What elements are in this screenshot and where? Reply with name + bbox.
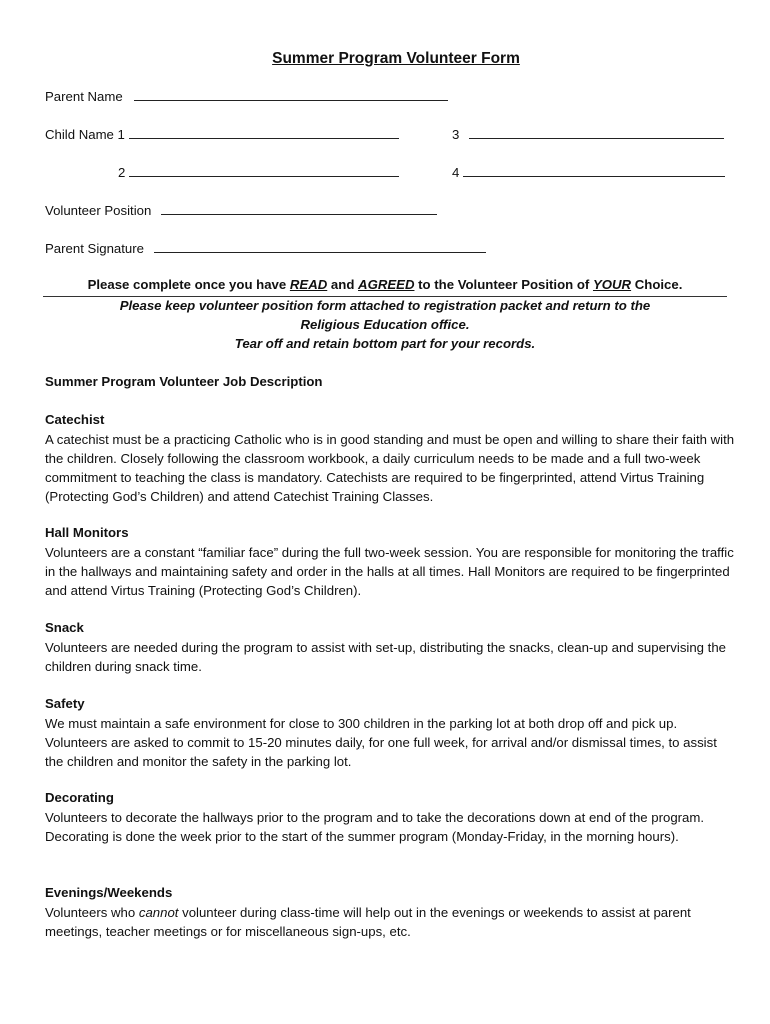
instruction-line-3: Religious Education office. <box>300 317 470 332</box>
divider <box>43 296 727 297</box>
parent-signature-label: Parent Signature <box>45 241 144 256</box>
child-name-4-row <box>452 164 725 180</box>
instruction-line-1 <box>0 277 770 292</box>
instruction-text: and <box>327 277 359 292</box>
section-text-evenings-weekends <box>45 903 735 941</box>
child-name-1-label: Child Name 1 <box>45 127 125 142</box>
section-text-part: volunteer during class-time will help out in the evenings or weekends to assist at parent meetings, teacher meetings or for miscellaneous sign-ups, etc. <box>45 905 691 939</box>
child-name-2-label: 2 <box>118 165 126 180</box>
section-title-safety: Safety <box>45 696 85 711</box>
section-title-evenings-weekends: Evenings/Weekends <box>45 885 173 900</box>
parent-name-label: Parent Name <box>45 89 123 104</box>
read-emphasis: READ <box>289 277 328 292</box>
child-name-2-row <box>118 164 399 180</box>
parent-signature-row <box>45 240 486 256</box>
instruction-text: Please complete once you have <box>87 277 290 292</box>
instruction-line-4: Tear off and retain bottom part for your records. <box>234 336 536 351</box>
page-title: Summer Program Volunteer Form <box>272 50 520 67</box>
instruction-line-2: Please keep volunteer position form attached to registration packet and return to the <box>119 298 651 313</box>
child-name-3-label: 3 <box>452 127 460 142</box>
job-description-heading: Summer Program Volunteer Job Description <box>45 374 323 389</box>
section-text-hall-monitors: Volunteers are a constant “familiar face” during the full two-week session. You are responsible for monitoring the traffic in the hallways and maintaining safety and order in the halls at all times. Hall Monitors are required to be fingerprinted and attend Virtus Training (Protecting God’s Children). <box>45 545 734 598</box>
child-name-4-field[interactable] <box>463 164 725 177</box>
child-name-3-row <box>452 126 724 142</box>
child-name-1-row <box>45 126 399 142</box>
section-title-snack: Snack <box>45 620 84 635</box>
section-text-safety: We must maintain a safe environment for close to 300 children in the parking lot at both drop off and pick up. Volunteers are asked to commit to 15-20 minutes daily, for one full week, for arrival and/or dismissal times, to assist the children and monitor the safety in the parking lot. <box>45 716 717 769</box>
child-name-3-field[interactable] <box>469 126 724 139</box>
agreed-emphasis: AGREED <box>358 277 415 292</box>
your-emphasis: YOUR <box>592 277 632 292</box>
parent-name-field[interactable] <box>134 88 448 101</box>
section-title-hall-monitors: Hall Monitors <box>45 525 129 540</box>
instruction-text: Choice. <box>631 277 683 292</box>
section-text-snack: Volunteers are needed during the program to assist with set-up, distributing the snacks, clean-up and supervising the children during snack time. <box>45 640 727 674</box>
volunteer-position-field[interactable] <box>161 202 437 215</box>
section-title-decorating: Decorating <box>45 790 114 805</box>
child-name-4-label: 4 <box>452 165 460 180</box>
child-name-2-field[interactable] <box>129 164 399 177</box>
section-text-decorating: Volunteers to decorate the hallways prior to the program and to take the decorations down at end of the program. Decorating is done the week prior to the start of the summer program (Monday-Friday, in the morning hours). <box>45 810 705 844</box>
child-name-1-field[interactable] <box>129 126 399 139</box>
parent-name-row <box>45 88 448 104</box>
volunteer-position-row <box>45 202 437 218</box>
section-text-part: Volunteers who <box>45 905 139 920</box>
section-text-catechist: A catechist must be a practicing Catholic who is in good standing and must be open and willing to share their faith with the children. Closely following the classroom workbook, a daily curriculum needs to be made and a full two-week commitment to teaching the class is mandatory. Catechists are required to be fingerprinted, attend Virtus Training (Protecting God’s Children) and attend Catechist Training Classes. <box>45 432 735 504</box>
volunteer-position-label: Volunteer Position <box>45 203 152 218</box>
section-title-catechist: Catechist <box>45 412 105 427</box>
instruction-text: to the Volunteer Position of <box>414 277 593 292</box>
cannot-emphasis: cannot <box>138 905 179 920</box>
parent-signature-field[interactable] <box>154 240 486 253</box>
